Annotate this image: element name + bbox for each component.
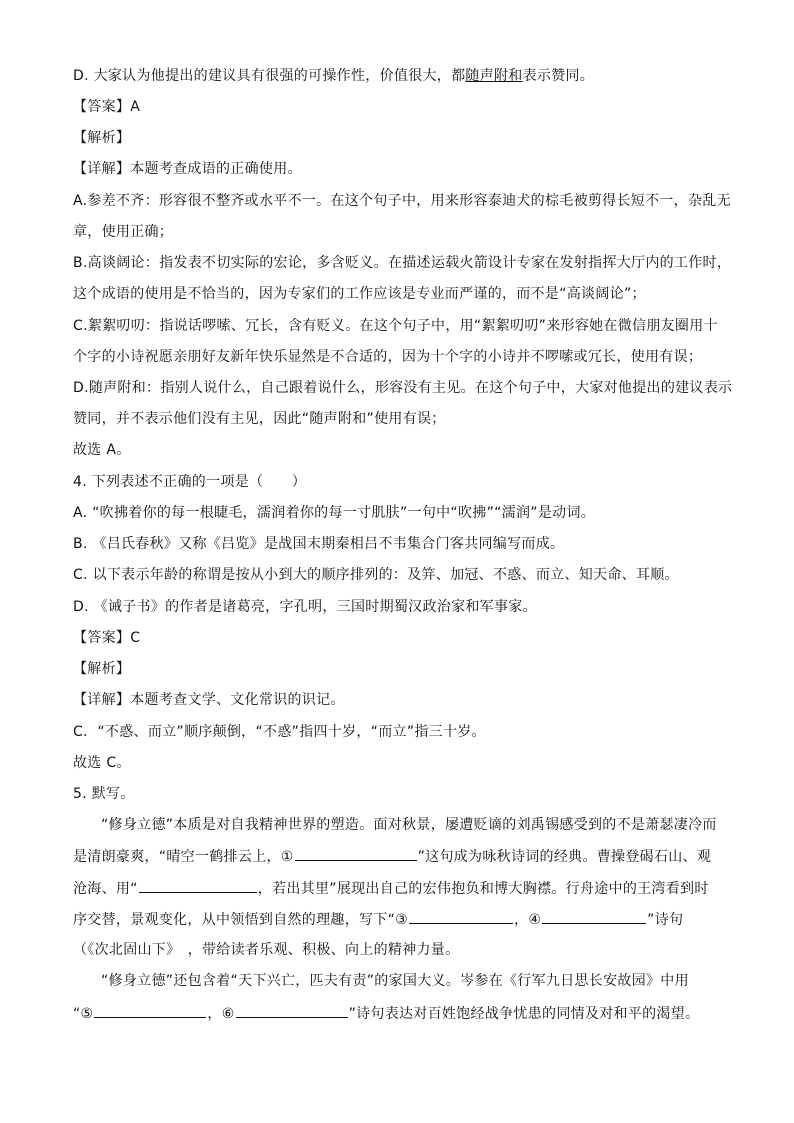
q4-detail: 【详解】本题考查文学、文化常识的识记。 <box>73 692 345 708</box>
q4-option-a: A. “吹拂着你的每一根睫毛，濡润着你的每一寸肌肤”一句中“吹拂”“濡润”是动词。 <box>73 505 596 521</box>
fill-blank-5[interactable] <box>94 1003 206 1018</box>
q5-para1-line2: 是清朗豪爽，“晴空一鹤排云上，① ”这句成为咏秋诗词的经典。曹操登碣石山、观 <box>73 846 723 867</box>
q5-para1-line1: “修身立德”本质是对自我精神世界的塑造。面对秋景，屡遭贬谪的刘禹锡感受到的不是萧瑟凄冷而 <box>101 817 717 833</box>
q3-explain-b-2: 这个成语的使用是不恰当的，因为专家们的工作应该是专业而严谨的，而不是“高谈阔论”； <box>73 286 646 302</box>
q3-explain-c-2: 个字的小诗祝愿亲朋好友新年快乐显然是不合适的，因为十个字的小诗并不啰嗦或冗长，使用有误； <box>73 349 703 365</box>
underlined-idiom: 随声附和 <box>465 68 523 84</box>
q5-para1-line4: 序交替，景观变化，从中领悟到自然的理趣，写下“③ ，④ ”诗句 <box>73 909 723 930</box>
q3-detail: 【详解】本题考查成语的正确使用。 <box>73 161 302 177</box>
q3-explain-c-1: C.絮絮叨叨：指说话啰嗦、冗长，含有贬义。在这个句子中，用“絮絮叨叨”来形容她在微信朋友圈用十 <box>73 318 718 334</box>
q3-option-d <box>73 66 723 86</box>
fill-blank-6[interactable] <box>236 1003 348 1018</box>
q4-analysis-label: 【解析】 <box>73 661 131 677</box>
q4-answer: 【答案】C <box>73 630 141 646</box>
q3-explain-a-2: 章，使用正确； <box>73 224 174 240</box>
q4-option-c: C. 以下表示年龄的称谓是按从小到大的顺序排列的：及笄、加冠、不惑、而立、知天命、耳顺。 <box>73 567 679 583</box>
q3-analysis-label: 【解析】 <box>73 130 131 146</box>
q5-para1-line5: （《次北固山下》 ，带给读者乐观、积极、向上的精神力量。 <box>73 942 460 958</box>
fill-blank-2[interactable] <box>139 878 257 893</box>
fill-blank-4[interactable] <box>542 909 646 924</box>
q5-para2-line2: “⑤ ，⑥ ”诗句表达对百姓饱经战争忧患的同情及对和平的渴望。 <box>73 1003 723 1024</box>
q5-stem: 5. 默写。 <box>73 786 135 802</box>
fill-blank-3[interactable] <box>409 909 513 924</box>
q3-explain-a-1: A.参差不齐：形容很不整齐或水平不一。在这个句子中，用来形容泰迪犬的棕毛被剪得长短不一，杂乱无 <box>73 193 731 209</box>
q5-para2-line1: “修身立德”还包含着“天下兴亡，匹夫有责”的家国大义。岑参在《行军九日思长安故园》中用 <box>101 973 689 989</box>
q4-stem: 4. 下列表述不正确的一项是（ ） <box>73 474 307 490</box>
q4-option-b: B. 《吕氏春秋》又称《吕览》是战国末期秦相吕不韦集合门客共同编写而成。 <box>73 536 565 552</box>
q3-explain-b-1: B.高谈阔论：指发表不切实际的宏论，多含贬义。在描述运载火箭设计专家在发射指挥大厅内的工作时， <box>73 255 732 271</box>
option-d-text: D. 大家认为他提出的建议具有很强的可操作性，价值很大，都 <box>73 68 466 84</box>
q3-answer: 【答案】A <box>73 99 141 115</box>
q4-conclusion: 故选 C。 <box>73 755 131 771</box>
q3-explain-d-1: D.随声附和：指别人说什么，自己跟着说什么，形容没有主见。在这个句子中，大家对他提出的建议表示 <box>73 380 733 396</box>
q3-explain-d-2: 赞同，并不表示他们没有主见，因此“随声附和”使用有误； <box>73 411 446 427</box>
q4-option-d: D. 《诫子书》的作者是诸葛亮，字孔明，三国时期蜀汉政治家和军事家。 <box>73 599 537 615</box>
q3-conclusion: 故选 A。 <box>73 442 131 458</box>
q5-para1-line3: 沧海、用“ ，若出其里”展现出自己的宏伟抱负和博大胸襟。行舟途中的王湾看到时 <box>73 878 723 899</box>
q4-explain: C．“不惑、而立”顺序颠倒，“不惑”指四十岁，“而立”指三十岁。 <box>73 724 486 740</box>
fill-blank-1[interactable] <box>295 846 417 861</box>
option-d-tail: 表示赞同。 <box>522 68 595 84</box>
